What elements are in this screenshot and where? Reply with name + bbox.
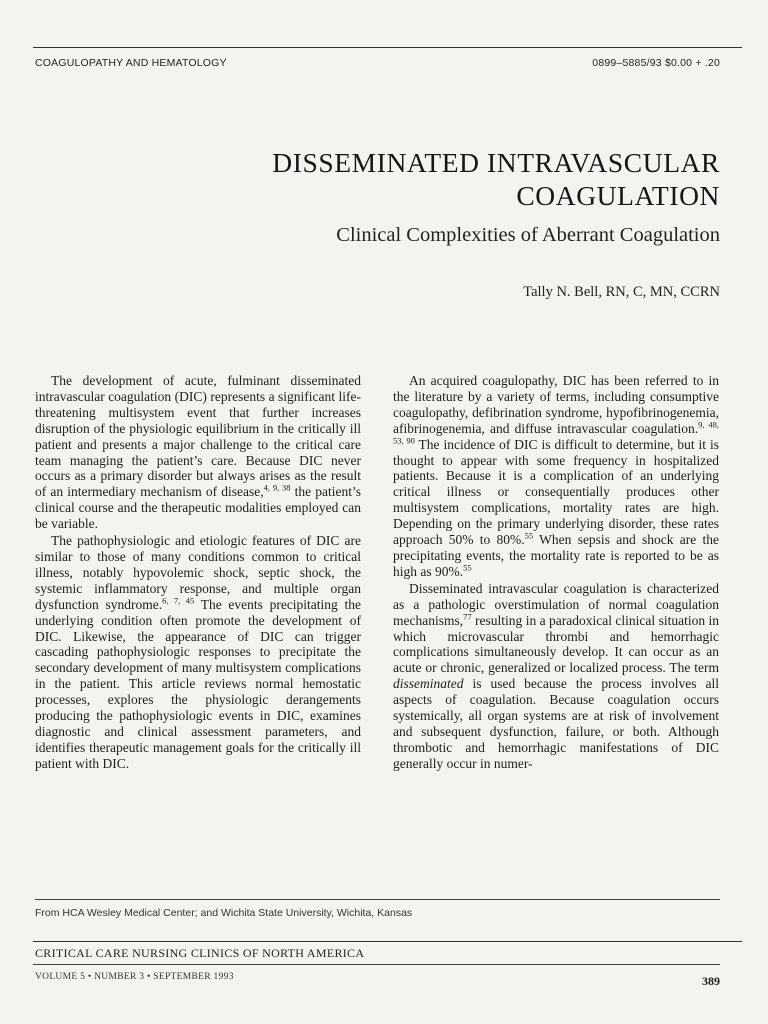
issn-code: 0899–5885/93 $0.00 + .20 — [592, 57, 720, 69]
citation: 9, 48, 53, 90 — [393, 419, 720, 446]
footer-rule — [33, 941, 742, 942]
title-line-1: DISSEMINATED INTRAVASCULAR — [272, 147, 720, 178]
text-run: When sepsis and shock are the precipitating events, the mortality rate is reported to be as high as 90%. — [393, 532, 719, 579]
footnote-rule — [35, 899, 720, 900]
body-column-left — [35, 373, 361, 772]
text-run: Disseminated intravascular coagulation is characterized as a pathologic overstimulation of normal coagulation mechanisms, — [393, 580, 719, 628]
emphasis: disseminated — [393, 676, 464, 692]
author-byline: Tally N. Bell, RN, C, MN, CCRN — [523, 284, 720, 300]
title-line-2: COAGULATION — [516, 180, 720, 211]
text-run: An acquired coagulopathy, DIC has been referred to in the literature by a variety of terms, including consumptive coagulopathy, defibrination syndrome, hypofibrinogenemia, afibrinogenemia, and diffuse intravascular coagulation. — [393, 373, 719, 436]
text-run: The pathophysiologic and etiologic features of DIC are similar to those of many conditions common to critical illness, notably hypovolemic shock, septic shock, the systemic inflammatory response, and multiple organ dysfunction syndrome. — [35, 533, 361, 612]
volume-info: VOLUME 5 • NUMBER 3 • SEPTEMBER 1993 — [35, 972, 234, 982]
paragraph — [393, 373, 719, 580]
page-number: 389 — [702, 974, 720, 988]
affiliation-footnote: From HCA Wesley Medical Center; and Wichita State University, Wichita, Kansas — [35, 907, 413, 919]
text-run: is used because the process involves all aspects of coagulation. Because coagulation occurs systemically, all organ systems are at risk of involvement and subsequent dysfunction, failure, or both. Although thrombotic and hemorrhagic manifestations of DIC generally occur in numer- — [393, 676, 719, 771]
text-run: The events precipitating the underlying condition often promote the development of DIC. Likewise, the appearance of DIC can trigger cascading pathophysiologic responses to precipitate the secondary development of many multisystem complications in the patient. This article reviews normal hemostatic processes, explores the physiologic derangements producing the pathophysiologic events in DIC, examines diagnostic and clinical assessment parameters, and identifies therapeutic management goals for the critically ill patient with DIC. — [35, 596, 361, 771]
running-head — [35, 57, 720, 69]
paragraph — [35, 373, 361, 532]
text-run: The incidence of DIC is difficult to determine, but it is thought to appear with some frequency in hospitalized patients. Because it is a complication of an underlying critical illness or consequentially produces other multisystem complications, mortality rates are high. Depending on the primary underlying disorder, these rates approach 50% to 80%. — [393, 436, 720, 548]
section-label: COAGULOPATHY AND HEMATOLOGY — [35, 57, 227, 69]
paragraph — [393, 581, 719, 772]
top-rule — [33, 47, 742, 48]
citation: 6, 7, 45 — [162, 595, 195, 606]
journal-name: CRITICAL CARE NURSING CLINICS OF NORTH AMERICA — [35, 946, 365, 960]
text-run: the patient’s clinical course and the therapeutic modalities employed can be variable. — [35, 484, 362, 532]
citation: 55 — [524, 530, 534, 541]
body-column-right — [393, 373, 719, 772]
article-title — [120, 146, 720, 212]
paragraph — [35, 533, 361, 772]
citation: 55 — [463, 562, 472, 573]
citation: 4, 9, 38 — [263, 482, 291, 493]
footer-rule-lower — [33, 964, 720, 965]
text-run: resulting in a paradoxical clinical situation in which microvascular thrombi and hemorrhagic complications simultaneously develop. It can occur as an acute or chronic, generalized or localized process. The term — [393, 612, 719, 676]
article-subtitle: Clinical Complexities of Aberrant Coagulation — [336, 224, 720, 246]
text-run: The development of acute, fulminant disseminated intravascular coagulation (DIC) represents a significant life-threatening multisystem event that further increases disruption of the physiologic equilibrium in the critically ill patient and presents a major challenge to the critical care team managing the patient’s care. Because DIC never occurs as a primary disorder but always arises as the result of an intermediary mechanism of disease, — [35, 373, 361, 500]
citation: 77 — [463, 611, 472, 622]
